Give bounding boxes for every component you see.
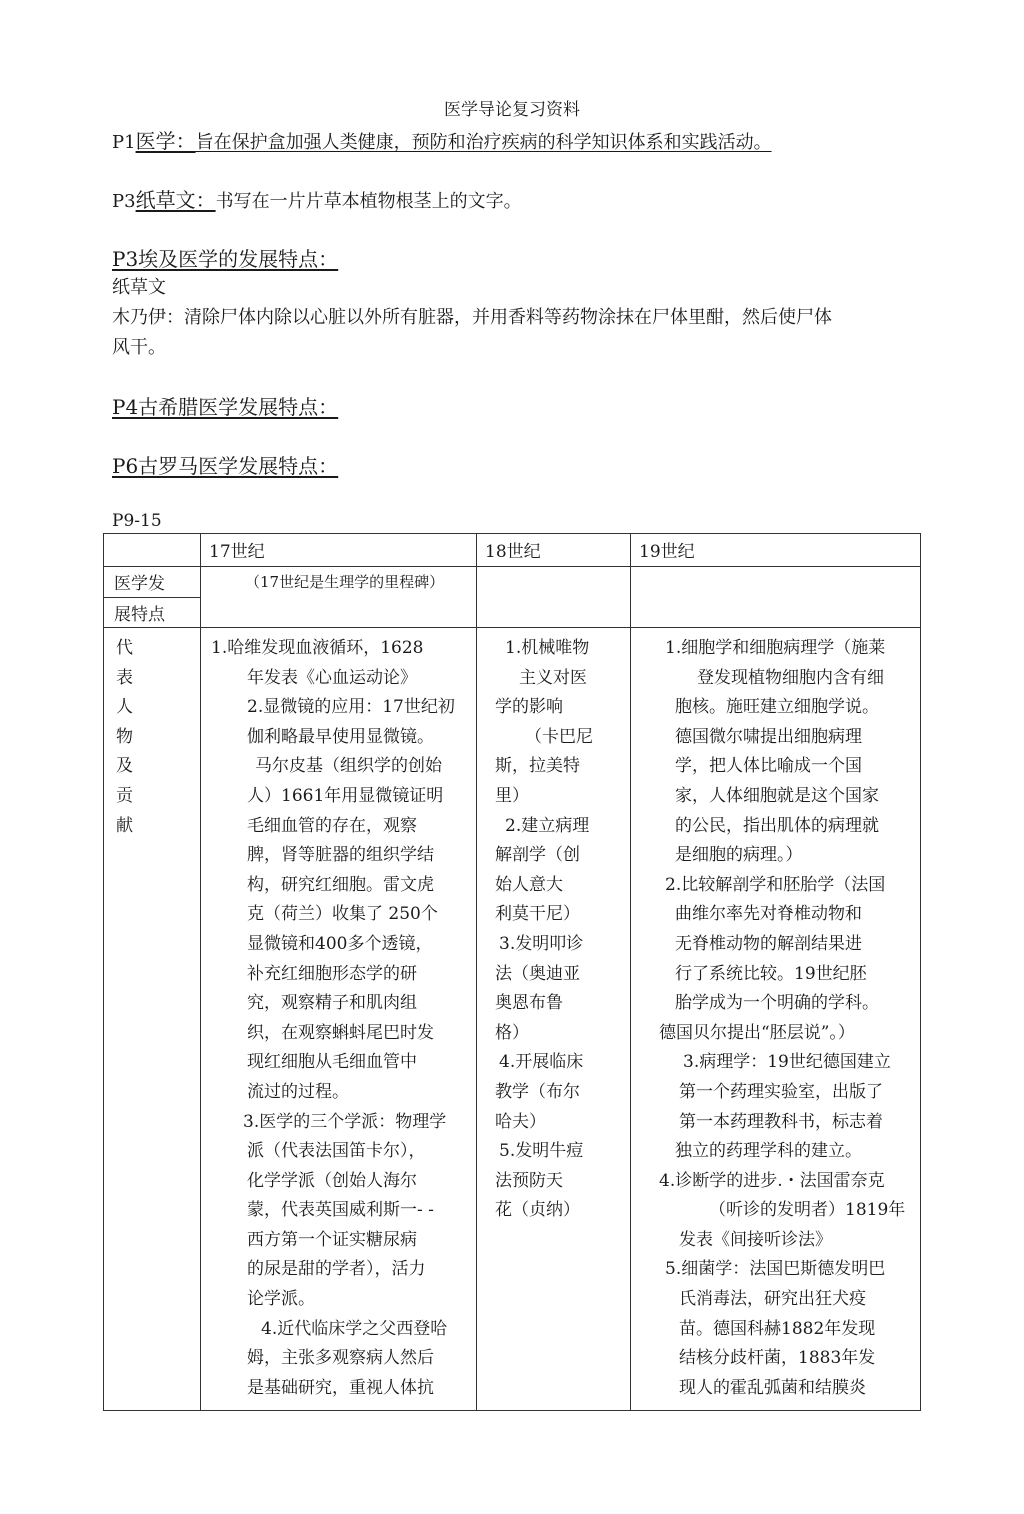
section-heading-rome: P6古罗马医学发展特点：	[112, 454, 339, 478]
cell-line: 教学（布尔	[495, 1081, 580, 1102]
cell-line: 第一个药理实验室，出版了	[679, 1081, 883, 1102]
row-label-contributors	[104, 628, 201, 1411]
cell-line: 1.细胞学和细胞病理学（施莱	[665, 638, 886, 658]
header-cell-empty	[104, 534, 201, 567]
cell-line: 3.医学的三个学派：物理学	[243, 1111, 447, 1132]
cell-line: 斯，拉美特	[495, 756, 580, 777]
label-char: 贡	[116, 785, 133, 806]
table-label: P9-15	[112, 511, 162, 531]
cell-line: 1.哈维发现血液循环，1628	[211, 638, 424, 658]
cell-line: 显微镜和400多个透镜，	[247, 933, 433, 954]
table-header-row	[104, 534, 921, 567]
definition-text: 书写在一片片草本植物根茎上的文字。	[215, 191, 522, 212]
features-19th	[631, 567, 921, 628]
row-label-features-2: 展特点	[104, 598, 201, 628]
cell-line: 马尔皮基（组织学的创始	[255, 756, 442, 777]
cell-line: 发表《间接听诊法》	[679, 1229, 832, 1250]
cell-line: 结核分歧杆菌，1883年发	[679, 1348, 876, 1369]
cell-line: 的公民，指出肌体的病理就	[675, 815, 879, 836]
cell-line: 是基础研究，重视人体抗	[247, 1377, 434, 1398]
cell-line: 3.病理学：19世纪德国建立	[683, 1052, 891, 1073]
cell-line: 究，观察精子和肌肉组	[247, 993, 417, 1014]
cell-line: 德国微尔啸提出细胞病理	[675, 726, 862, 747]
cell-line: 现红细胞从毛细血管中	[247, 1052, 417, 1073]
cell-line: 2.显微镜的应用：17世纪初	[247, 697, 455, 718]
cell-line: 花（贞纳）	[495, 1200, 580, 1221]
cell-line: 格）	[495, 1022, 529, 1043]
cell-line: 奥恩布鲁	[495, 993, 563, 1014]
cell-line: 蒙，代表英国威利斯一- -	[247, 1200, 434, 1221]
cell-line: 里）	[495, 785, 529, 806]
cell-line: 无脊椎动物的解剖结果进	[675, 933, 862, 954]
cell-line: 2.比较解剖学和胚胎学（法国	[665, 874, 886, 895]
cell-line: 人）1661年用显微镜证明	[247, 785, 444, 806]
cell-line: 2.建立病理	[505, 815, 590, 836]
header-cell-18th: 18世纪	[477, 534, 631, 567]
cell-line: 织，在观察蝌蚪尾巴时发	[247, 1022, 434, 1043]
egypt-item-papyrus: 纸草文	[112, 277, 166, 298]
cell-line: 脾，肾等脏器的组织学结	[247, 845, 434, 866]
cell-line: 5.发明牛痘	[499, 1141, 584, 1162]
cell-line: 化学学派（创始人海尔	[247, 1170, 417, 1191]
cell-line: （卡巴尼	[525, 726, 593, 747]
label-char: 人	[116, 697, 133, 718]
section-heading-greece: P4古希腊医学发展特点：	[112, 395, 339, 419]
cell-line: 4.诊断学的进步.・法国雷奈克	[659, 1170, 885, 1191]
label-char: 物	[116, 726, 133, 747]
page-ref: P1	[112, 132, 136, 153]
contributors-17th	[201, 628, 477, 1411]
cell-line: 主义对医	[519, 667, 587, 688]
cell-line: 流过的过程。	[247, 1081, 349, 1102]
cell-line: 1.机械唯物	[505, 638, 590, 658]
cell-line: （听诊的发明者）1819年	[709, 1200, 906, 1221]
cell-line: 补充红细胞形态学的研	[247, 963, 417, 984]
cell-line: 学的影响	[495, 697, 563, 718]
definition-medicine	[112, 125, 772, 154]
history-table	[103, 533, 921, 1411]
cell-line: 哈夫）	[495, 1111, 546, 1132]
cell-line: 的尿是甜的学者），活力	[247, 1259, 426, 1280]
header-cell-17th: 17世纪	[201, 534, 477, 567]
label-char: 表	[116, 667, 133, 688]
cell-line: 独立的药理学科的建立。	[675, 1141, 862, 1162]
row-label-features-1: 医学发	[104, 567, 201, 598]
cell-line: 苗。德国科赫1882年发现	[679, 1318, 876, 1339]
cell-line: 胞核。施旺建立细胞学说。	[675, 697, 879, 718]
cell-line: 姆，主张多观察病人然后	[247, 1348, 434, 1369]
term-label: 医学：	[135, 129, 196, 153]
contributors-19th	[631, 628, 921, 1411]
term-label: 纸草文：	[135, 188, 216, 212]
header-cell-19th: 19世纪	[631, 534, 921, 567]
cell-line: 第一本药理教科书，标志着	[679, 1111, 883, 1132]
cell-line: 克（荷兰）收集了 250个	[247, 904, 438, 925]
section-heading-egypt: P3埃及医学的发展特点：	[112, 247, 339, 271]
cell-line: 西方第一个证实糖尿病	[247, 1229, 417, 1250]
cell-line: 学，把人体比喻成一个国	[675, 756, 862, 777]
cell-line: 4.近代临床学之父西登哈	[261, 1318, 448, 1339]
page-ref: P3	[112, 191, 136, 212]
cell-line: 4.开展临床	[499, 1052, 584, 1073]
cell-line: 3.发明叩诊	[499, 933, 584, 954]
definition-text: 旨在保护盒加强人类健康，预防和治疗疾病的科学知识体系和实践活动。	[195, 132, 772, 153]
cell-line: 构，研究红细胞。雷文虎	[247, 874, 434, 895]
cell-line: 年发表《心血运动论》	[247, 667, 417, 688]
cell-line: 法预防天	[495, 1170, 563, 1191]
cell-line: 氏消毒法，研究出狂犬疫	[679, 1289, 866, 1310]
cell-line: 胎学成为一个明确的学科。	[675, 993, 879, 1014]
cell-line: 始人意大	[495, 874, 563, 895]
cell-line: 毛细血管的存在，观察	[247, 815, 417, 836]
table-row-contributors	[104, 628, 921, 1411]
egypt-item-mummy: 木乃伊：清除尸体内除以心脏以外所有脏器，并用香料等药物涂抹在尸体里酣，然后使尸体	[112, 307, 832, 328]
cell-line: 是细胞的病理。）	[675, 845, 803, 866]
label-char: 及	[116, 756, 133, 777]
cell-line: 家，人体细胞就是这个国家	[675, 785, 879, 806]
cell-line: 解剖学（创	[495, 845, 580, 866]
cell-line: 5.细菌学：法国巴斯德发明巴	[665, 1259, 886, 1280]
cell-line: 伽利略最早使用显微镜。	[247, 726, 434, 747]
cell-line: 登发现植物细胞内含有细	[697, 667, 884, 688]
document-title: 医学导论复习资料	[444, 100, 580, 120]
cell-line: 行了系统比较。19世纪胚	[675, 963, 867, 984]
definition-papyrus	[112, 184, 522, 213]
features-17th: （17世纪是生理学的里程碑）	[201, 567, 477, 628]
cell-line: 德国贝尔提出“胚层说”。）	[659, 1022, 855, 1043]
table-row-features-a	[104, 567, 921, 598]
contributors-18th	[477, 628, 631, 1411]
cell-line: 曲维尔率先对脊椎动物和	[675, 904, 862, 925]
cell-line: 现人的霍乱弧菌和结膜炎	[679, 1377, 866, 1398]
cell-line: 法（奥迪亚	[495, 963, 580, 984]
cell-line: 派（代表法国笛卡尔），	[247, 1141, 426, 1162]
label-char: 代	[116, 638, 133, 658]
cell-line: 论学派。	[247, 1289, 315, 1310]
cell-line: 利莫干尼）	[495, 904, 580, 925]
egypt-item-mummy-cont: 风干。	[112, 337, 166, 358]
features-18th	[477, 567, 631, 628]
label-char: 献	[116, 815, 133, 836]
